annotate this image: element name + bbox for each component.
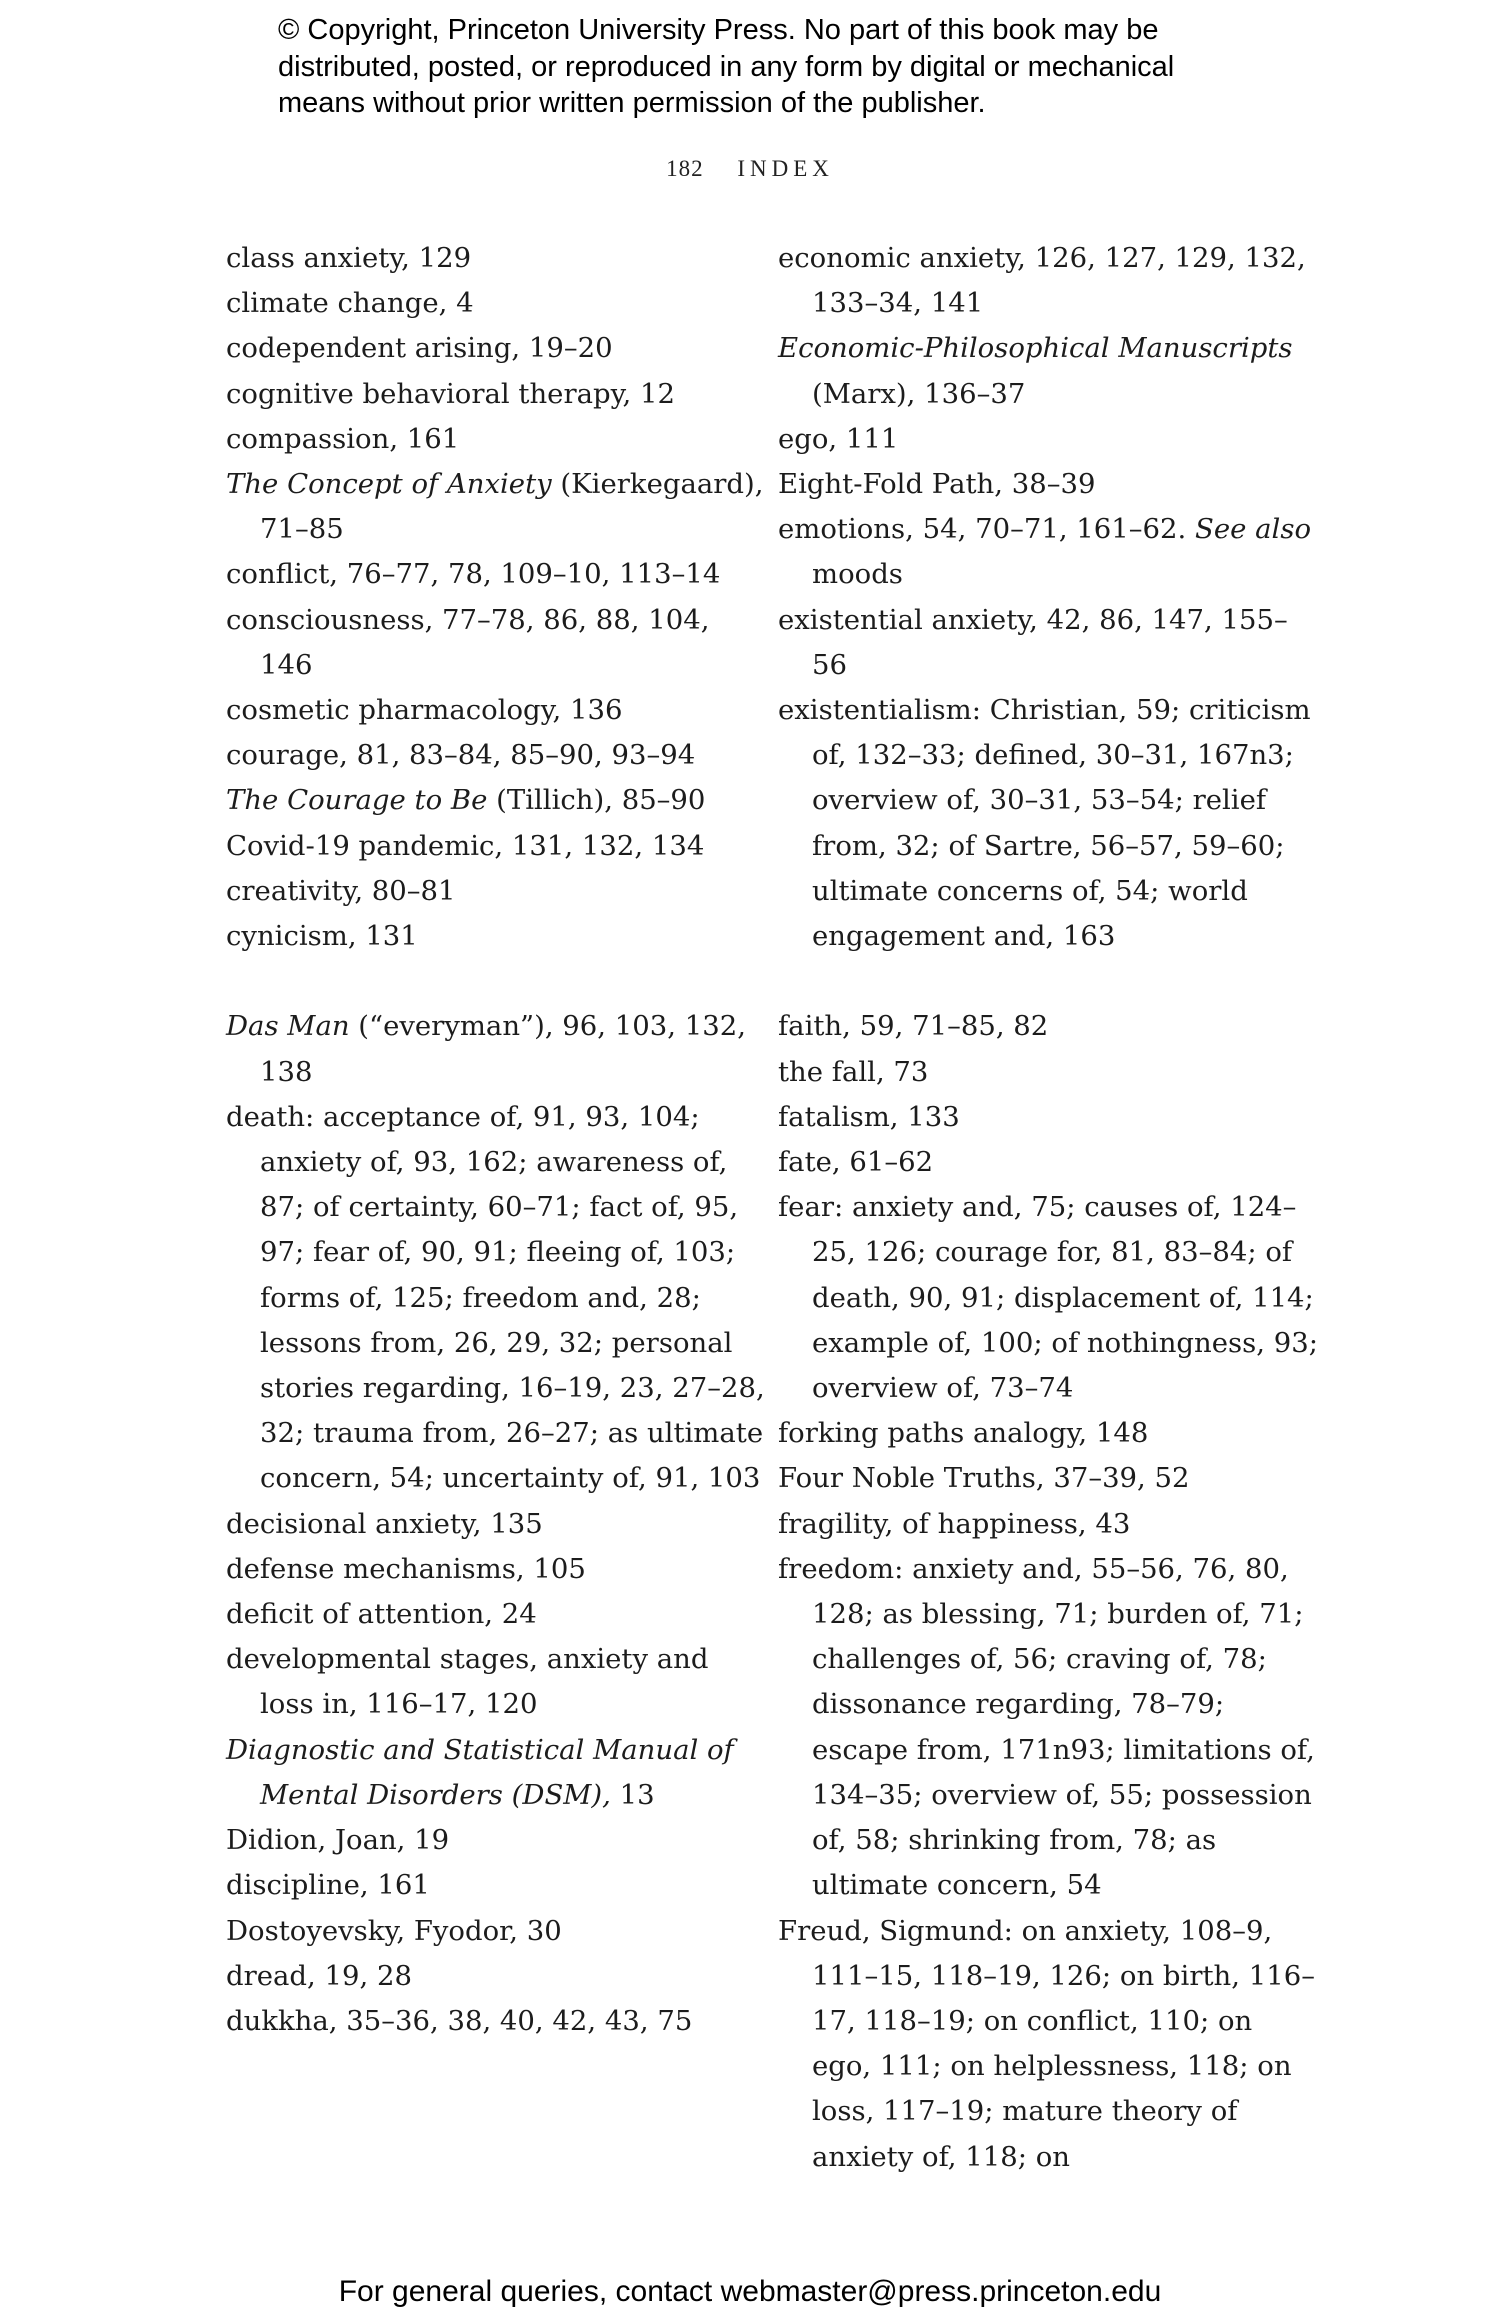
running-header — [0, 156, 1500, 182]
index-entry: dread, 19, 28 — [226, 1959, 412, 1992]
page-number: 182 — [666, 156, 704, 181]
section-gap — [226, 959, 766, 1004]
index-entry: faith, 59, 71–85, 82 — [778, 1010, 1049, 1043]
index-entry: codependent arising, 19–20 — [226, 332, 613, 365]
index-entry: death: acceptance of, 91, 93, 104; anxiety of, 93, 162; awareness of, 87; of certainty, 60–71; fact of, 95, 97; fear of, 90, 91; fleeing of, 103; forms of, 125; freedom and, 28; lessons from, 26, 29, 32; personal stories regarding, 16–19, 23, 27–28, 32; trauma from, 26–27; as ultimate concern, 54; uncertainty of, 91, 103 — [226, 1100, 765, 1495]
index-entry: forking paths analogy, 148 — [778, 1417, 1149, 1450]
entry-text: (Kierkegaard), 71–85 — [260, 468, 764, 546]
entry-text: moods — [812, 558, 903, 591]
see-also-label: See also — [1195, 513, 1312, 546]
book-title: The Concept of Anxiety — [226, 468, 552, 501]
index-entry: existentialism: Christian, 59; criticism of, 132–33; defined, 30–31, 167n3; overview of, 30–31, 53–54; relief from, 32; of Sartre, 56–57, 59–60; ultimate concerns of, 54; world engagement and, 163 — [778, 694, 1311, 953]
index-column-left — [226, 236, 766, 2044]
index-entry: economic anxiety, 126, 127, 129, 132, 133–34, 141 — [778, 242, 1306, 320]
running-title: INDEX — [737, 156, 834, 181]
index-entry: developmental stages, anxiety and loss in, 116–17, 120 — [226, 1643, 709, 1721]
index-entry: dukkha, 35–36, 38, 40, 42, 43, 75 — [226, 2004, 693, 2037]
index-entry: the fall, 73 — [778, 1055, 929, 1088]
index-entry: fear: anxiety and, 75; causes of, 124–25, 126; courage for, 81, 83–84; of death, 90, 91; displacement of, 114; example of, 100; of nothingness, 93; overview of, 73–74 — [778, 1191, 1318, 1405]
entry-text: 13 — [610, 1778, 655, 1811]
index-entry — [226, 1728, 766, 1818]
index-entry — [778, 507, 1318, 597]
book-title: Diagnostic and Statistical Manual of Mental Disorders (DSM), — [226, 1733, 734, 1811]
footer-contact: For general queries, contact webmaster@press.princeton.edu — [338, 2275, 1162, 2308]
index-entry: defense mechanisms, 105 — [226, 1552, 586, 1585]
entry-text: (“everyman”), 96, 103, 132, 138 — [260, 1010, 746, 1088]
index-entry: consciousness, 77–78, 86, 88, 104, 146 — [226, 603, 710, 681]
index-entry: Covid-19 pandemic, 131, 132, 134 — [226, 829, 705, 862]
index-entry: Freud, Sigmund: on anxiety, 108–9, 111–15, 118–19, 126; on birth, 116–17, 118–19; on conflict, 110; on ego, 111; on helplessness, 118; on loss, 117–19; mature theory of anxiety of, 118; on — [778, 1914, 1315, 2173]
index-entry: class anxiety, 129 — [226, 242, 472, 274]
index-entry: conflict, 76–77, 78, 109–10, 113–14 — [226, 558, 721, 591]
copyright-line: means without prior written permission of the publisher. — [278, 87, 986, 119]
index-entry: cynicism, 131 — [226, 920, 418, 953]
index-entry: Didion, Joan, 19 — [226, 1824, 450, 1857]
index-entry: fate, 61–62 — [778, 1146, 934, 1179]
term-italic: Das Man — [226, 1010, 350, 1043]
index-entry: creativity, 80–81 — [226, 874, 456, 907]
entry-text: (Marx), 136–37 — [812, 377, 1026, 410]
index-entry: decisional anxiety, 135 — [226, 1507, 543, 1540]
index-entry: Eight-Fold Path, 38–39 — [778, 468, 1096, 501]
index-entry: compassion, 161 — [226, 422, 460, 455]
index-entry: deficit of attention, 24 — [226, 1598, 537, 1631]
book-title: Economic-Philosophical Manuscripts — [778, 332, 1293, 365]
index-entry: courage, 81, 83–84, 85–90, 93–94 — [226, 739, 696, 772]
index-entry — [778, 326, 1318, 416]
index-entry — [226, 462, 766, 552]
copyright-line: distributed, posted, or reproduced in any form by digital or mechanical — [278, 50, 1175, 83]
entry-text: (Tillich), 85–90 — [487, 784, 706, 817]
section-gap — [778, 959, 1318, 1004]
index-entry: cognitive behavioral therapy, 12 — [226, 377, 675, 410]
index-entry — [226, 778, 766, 823]
index-entry: fragility, of happiness, 43 — [778, 1507, 1131, 1540]
index-entry: fatalism, 133 — [778, 1100, 960, 1133]
book-title: The Courage to Be — [226, 784, 488, 817]
index-column-right — [778, 236, 1318, 2180]
index-entry — [226, 1004, 766, 1094]
index-entry: climate change, 4 — [226, 287, 474, 320]
index-entry: cosmetic pharmacology, 136 — [226, 694, 623, 727]
copyright-line: © Copyright, Princeton University Press. No part of this book may be — [278, 14, 1159, 46]
index-entry: ego, 111 — [778, 422, 899, 455]
index-entry: existential anxiety, 42, 86, 147, 155–56 — [778, 603, 1288, 681]
index-entry: Dostoyevsky, Fyodor, 30 — [226, 1914, 562, 1947]
index-entry: freedom: anxiety and, 55–56, 76, 80, 128; as blessing, 71; burden of, 71; challenges of, 56; craving of, 78; dissonance regarding, 78–79; escape from, 171n93; limitations of, 134–35; overview of, 55; possession of, 58; shrinking from, 78; as ultimate concern, 54 — [778, 1552, 1315, 1902]
copyright-notice — [278, 12, 1278, 122]
entry-text: emotions, 54, 70–71, 161–62. — [778, 513, 1196, 546]
index-entry: Four Noble Truths, 37–39, 52 — [778, 1462, 1190, 1495]
index-entry: discipline, 161 — [226, 1869, 430, 1902]
